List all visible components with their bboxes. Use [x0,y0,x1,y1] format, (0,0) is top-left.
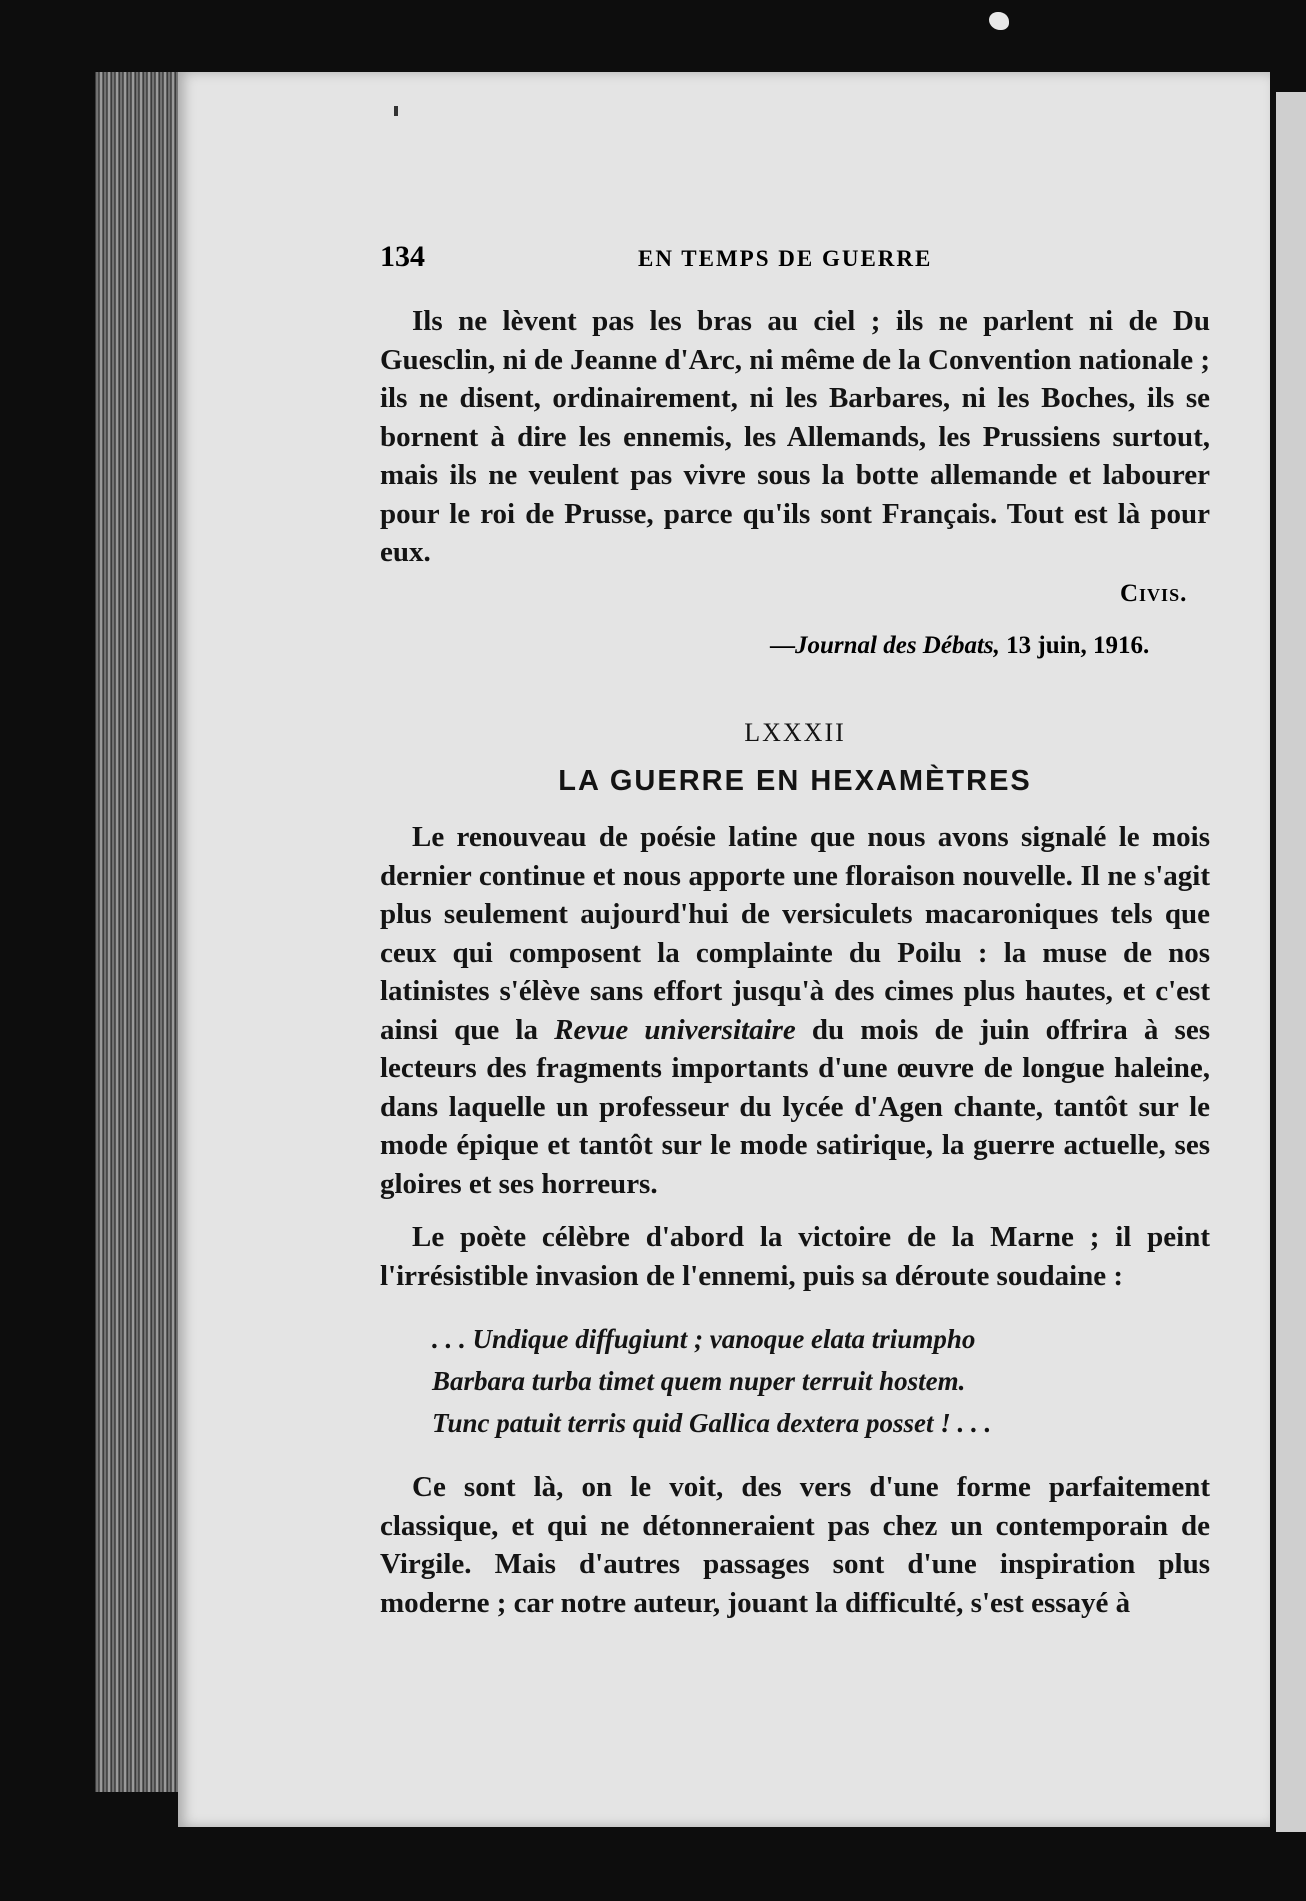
book-page-edges [95,72,190,1792]
latin-verse [432,1318,1192,1444]
source-dash: — [770,632,795,659]
chapter-title: LA GUERRE EN HEXAMÈTRES [558,765,1032,797]
source-citation [770,632,1149,660]
citation-date: 13 juin, 1916. [999,632,1150,659]
italic-title: Revue universitaire [554,1013,796,1046]
verse-line: Barbara turba timet quem nuper terruit hostem. [432,1366,966,1396]
facing-page-sliver [1276,92,1306,1832]
paragraph: Ce sont là, on le voit, des vers d'une forme parfaitement classique, et qui ne détonneraient pas chez un contemporain de Virgile. Mais d'autres passages sont d'une inspiration plus moderne ; car notre auteur, jouant la difficulté, s'est essayé à [380,1471,1210,1619]
running-head: EN TEMPS DE GUERRE [638,246,933,271]
scan-artifact [989,12,1009,30]
chapter-number: LXXXII [744,718,846,747]
paragraph: Le poète célèbre d'abord la victoire de la Marne ; il peint l'irrésistible invasion de l'ennemi, puis sa déroute soudaine : [380,1221,1210,1292]
paragraph [380,818,1210,1203]
signature: Civis. [1120,580,1188,607]
paragraph-text: Le renouveau de poésie latine que nous avons signalé le mois dernier continue et nous apporte une floraison nouvelle. Il ne s'agit plus seulement aujourd'hui de versiculets macaroniques tels que ceux qui composent la complainte du Poilu : la muse de nos latinistes s'élève sans effort jusqu'à des cimes plus hautes, et c'est ainsi que la [380,821,1210,1046]
page-speck [394,106,398,116]
page-number: 134 [380,240,425,273]
paragraph: Ils ne lèvent pas les bras au ciel ; ils ne parlent ni de Du Guesclin, ni de Jeanne d'Arc, ni même de la Convention nationale ; ils ne disent, ordinairement, ni les Barbares, ni les Boches, ils se bornent à dire les ennemis, les Allemands, les Prussiens surtout, mais ils ne veulent pas vivre sous la botte allemande et labourer pour le roi de Prusse, parce qu'ils sont Français. Tout est là pour eux. [380,305,1211,568]
verse-line: Tunc patuit terris quid Gallica dextera posset ! . . . [432,1408,992,1438]
page-header [380,240,1210,280]
journal-title: Journal des Débats, [795,632,1000,659]
paragraph-text: du mois de juin offrira à ses lecteurs des fragments importants d'une œuvre de longue haleine, dans laquelle un professeur du lycée d'Agen chante, tantôt sur le mode épique et tantôt sur le mode satirique, la guerre actuelle, ses gloires et ses horreurs. [380,1013,1210,1200]
verse-line: . . . Undique diffugiunt ; vanoque elata triumpho [432,1324,976,1354]
